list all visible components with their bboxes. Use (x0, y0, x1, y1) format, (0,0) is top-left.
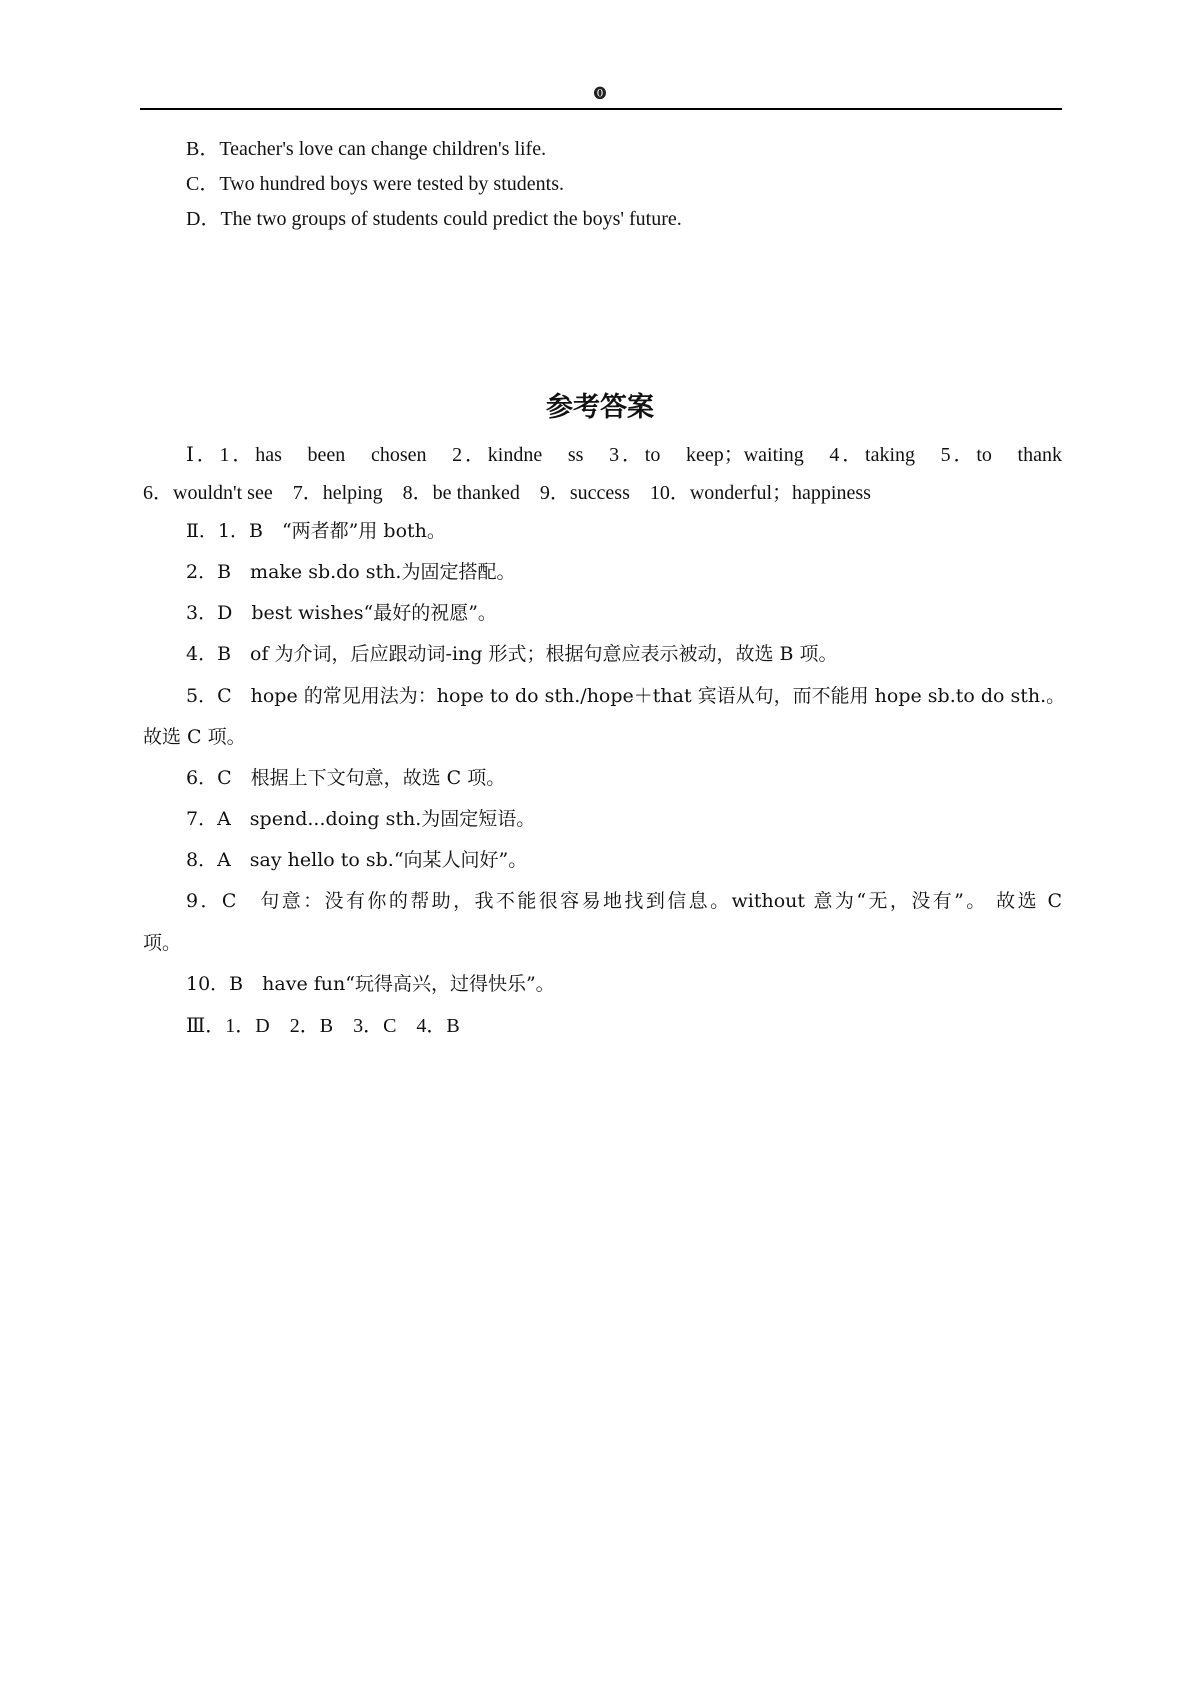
part1-line2: 6．wouldn't see 7．helping 8．be thanked 9．success 10．wonderful；happiness (143, 482, 871, 504)
part2-answer-9-line2: 项。 (143, 932, 182, 954)
option-d: D．The two groups of students could predict the boys' future. (186, 208, 682, 230)
part2-answer-7: 7．A spend...doing sth.为固定短语。 (186, 808, 536, 830)
header-mark: 🄌 (593, 87, 607, 102)
part2-answer-10: 10．B have fun“玩得高兴，过得快乐”。 (186, 973, 555, 995)
part2-answer-4: 4．B of 为介词，后应跟动词-ing 形式；根据句意应表示被动，故选 B 项。 (186, 643, 838, 665)
option-b: B．Teacher's love can change children's life. (186, 138, 547, 160)
part2-answer-6: 6．C 根据上下文句意，故选 C 项。 (186, 767, 506, 789)
header-rule (140, 108, 1062, 110)
answer-key-title: 参考答案 (546, 392, 654, 423)
part2-answer-9-line1: 9．C 句意：没有你的帮助，我不能很容易地找到信息。without 意为“无，没有”。 故选 C (186, 890, 1062, 912)
part2-answer-1: Ⅱ．1．B “两者都”用 both。 (186, 520, 446, 542)
part2-answer-2: 2．B make sb.do sth.为固定搭配。 (186, 561, 516, 583)
part3-answers: Ⅲ．1．D 2．B 3．C 4．B (186, 1015, 460, 1037)
option-c: C．Two hundred boys were tested by students. (186, 173, 564, 195)
part1-line1: Ⅰ．1．has been chosen 2．kindne ss 3．to keep；waiting 4．taking 5．to thank (186, 444, 1062, 466)
part2-answer-5-line2: 故选 C 项。 (143, 726, 246, 748)
part2-answer-3: 3．D best wishes“最好的祝愿”。 (186, 602, 497, 624)
part2-answer-8: 8．A say hello to sb.“向某人问好”。 (186, 849, 528, 871)
part2-answer-5-line1: 5．C hope 的常见用法为：hope to do sth./hope＋that 宾语从句，而不能用 hope sb.to do sth.。 (186, 685, 1066, 707)
